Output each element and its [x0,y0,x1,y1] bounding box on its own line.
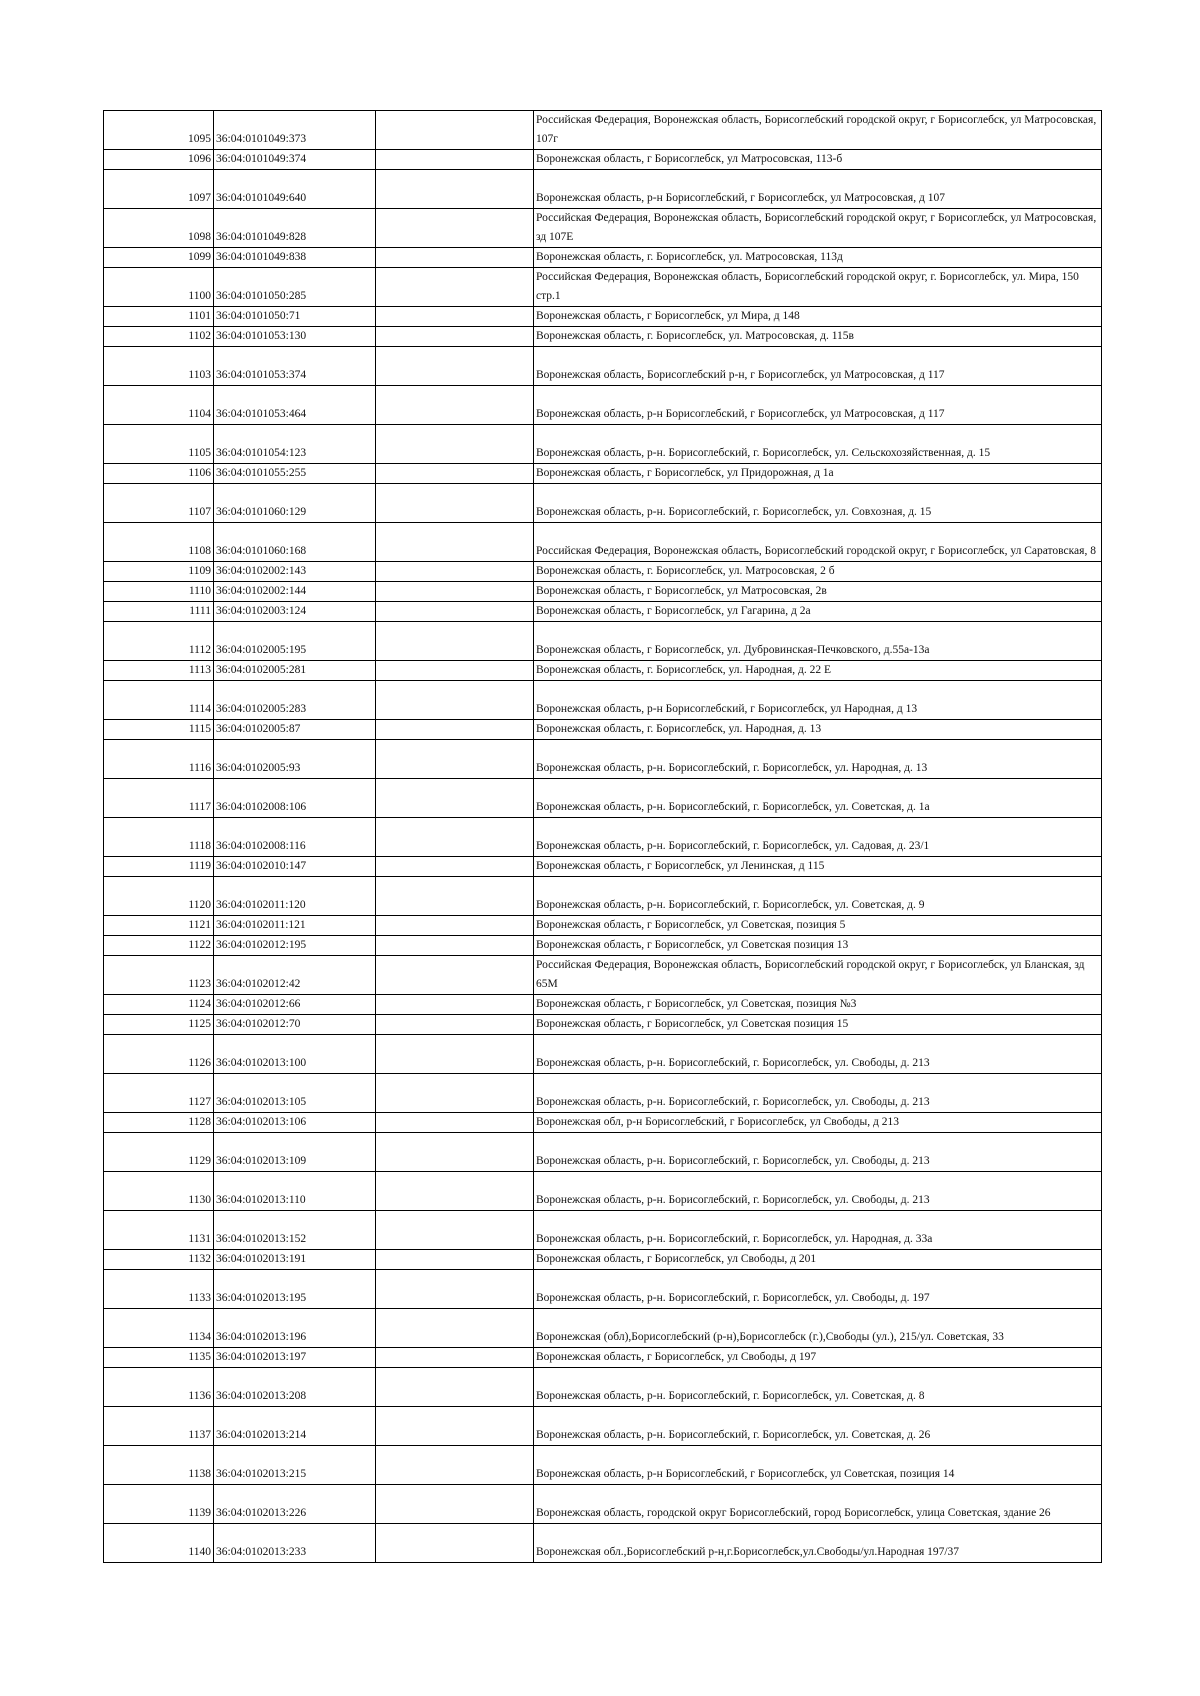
cadastral-number: 36:04:0101049:640 [214,170,376,209]
row-number: 1112 [104,622,214,661]
row-number: 1140 [104,1524,214,1563]
table-row [104,1348,1102,1368]
row-number: 1122 [104,936,214,956]
row-number: 1130 [104,1172,214,1211]
address: Воронежская область, р-н. Борисоглебский, г. Борисоглебск, ул. Садовая, д. 23/1 [534,818,1102,857]
row-number: 1124 [104,995,214,1015]
empty-cell [376,779,534,818]
cadastral-number: 36:04:0101050:285 [214,268,376,307]
empty-cell [376,1211,534,1250]
table-row [104,1250,1102,1270]
cadastral-number: 36:04:0102005:195 [214,622,376,661]
cadastral-number: 36:04:0101050:71 [214,307,376,327]
table-row [104,1015,1102,1035]
cadastral-number: 36:04:0102008:106 [214,779,376,818]
row-number: 1120 [104,877,214,916]
table-row [104,1524,1102,1563]
table-row [104,307,1102,327]
address: Воронежская область, г Борисоглебск, ул Матросовская, 113-б [534,150,1102,170]
row-number: 1101 [104,307,214,327]
address: Воронежская область, г Борисоглебск, ул Свободы, д 201 [534,1250,1102,1270]
table-row [104,956,1102,995]
cadastral-number: 36:04:0101049:374 [214,150,376,170]
empty-cell [376,582,534,602]
row-number: 1129 [104,1133,214,1172]
row-number: 1136 [104,1368,214,1407]
table-row [104,268,1102,307]
address: Российская Федерация, Воронежская область, Борисоглебский городской округ, г Борисоглебск, ул Матросовская, 107г [534,111,1102,150]
table-row [104,1113,1102,1133]
table-body [104,111,1102,1563]
row-number: 1133 [104,1270,214,1309]
empty-cell [376,170,534,209]
table-row [104,602,1102,622]
row-number: 1131 [104,1211,214,1250]
row-number: 1095 [104,111,214,150]
cadastral-number: 36:04:0101060:168 [214,523,376,562]
empty-cell [376,523,534,562]
cadastral-number: 36:04:0101055:255 [214,464,376,484]
address: Воронежская область, городской округ Борисоглебский, город Борисоглебск, улица Советская, здание 26 [534,1485,1102,1524]
table-row [104,209,1102,248]
empty-cell [376,1348,534,1368]
table-row [104,523,1102,562]
row-number: 1119 [104,857,214,877]
address: Воронежская обл.,Борисоглебский р-н,г.Борисоглебск,ул.Свободы/ул.Народная 197/37 [534,1524,1102,1563]
address: Воронежская обл, р-н Борисоглебский, г Борисоглебск, ул Свободы, д 213 [534,1113,1102,1133]
cadastral-number: 36:04:0102005:281 [214,661,376,681]
empty-cell [376,1407,534,1446]
table-row [104,1133,1102,1172]
cadastral-number: 36:04:0102013:208 [214,1368,376,1407]
cadastral-number: 36:04:0101053:464 [214,386,376,425]
address: Воронежская область, г. Борисоглебск, ул. Матросовская, д. 115в [534,327,1102,347]
empty-cell [376,1446,534,1485]
empty-cell [376,1524,534,1563]
row-number: 1113 [104,661,214,681]
table-row [104,740,1102,779]
row-number: 1107 [104,484,214,523]
address: Воронежская область, р-н. Борисоглебский, г. Борисоглебск, ул. Свободы, д. 213 [534,1035,1102,1074]
empty-cell [376,916,534,936]
row-number: 1137 [104,1407,214,1446]
table-row [104,622,1102,661]
cadastral-table [103,110,1102,1563]
cadastral-number: 36:04:0102003:124 [214,602,376,622]
empty-cell [376,1250,534,1270]
table-row [104,1211,1102,1250]
empty-cell [376,425,534,464]
cadastral-number: 36:04:0102011:120 [214,877,376,916]
address: Воронежская (обл),Борисоглебский (р-н),Борисоглебск (г.),Свободы (ул.), 215/ул. Советская, 33 [534,1309,1102,1348]
address: Воронежская область, г Борисоглебск, ул. Дубровинская-Печковского, д.55а-13а [534,622,1102,661]
cadastral-number: 36:04:0102013:215 [214,1446,376,1485]
address: Воронежская область, г Борисоглебск, ул Советская позиция 13 [534,936,1102,956]
address: Воронежская область, р-н Борисоглебский, г Борисоглебск, ул Народная, д 13 [534,681,1102,720]
cadastral-number: 36:04:0102013:195 [214,1270,376,1309]
row-number: 1104 [104,386,214,425]
address: Воронежская область, г Борисоглебск, ул Мира, д 148 [534,307,1102,327]
empty-cell [376,622,534,661]
table-row [104,1309,1102,1348]
empty-cell [376,661,534,681]
cadastral-number: 36:04:0102013:197 [214,1348,376,1368]
cadastral-number: 36:04:0102013:106 [214,1113,376,1133]
empty-cell [376,1368,534,1407]
cadastral-number: 36:04:0102010:147 [214,857,376,877]
table-row [104,170,1102,209]
cadastral-number: 36:04:0102002:144 [214,582,376,602]
row-number: 1123 [104,956,214,995]
table-row [104,347,1102,386]
cadastral-number: 36:04:0102013:109 [214,1133,376,1172]
row-number: 1118 [104,818,214,857]
address: Воронежская область, р-н. Борисоглебский, г. Борисоглебск, ул. Народная, д. 13 [534,740,1102,779]
address: Воронежская область, р-н. Борисоглебский, г. Борисоглебск, ул. Советская, д. 1а [534,779,1102,818]
row-number: 1099 [104,248,214,268]
address: Воронежская область, г Борисоглебск, ул Гагарина, д 2а [534,602,1102,622]
row-number: 1135 [104,1348,214,1368]
row-number: 1128 [104,1113,214,1133]
address: Российская Федерация, Воронежская область, Борисоглебский городской округ, г Борисоглебск, ул Бланская, зд 65М [534,956,1102,995]
empty-cell [376,1035,534,1074]
row-number: 1116 [104,740,214,779]
address: Воронежская область, г. Борисоглебск, ул. Народная, д. 22 Е [534,661,1102,681]
table-row [104,1172,1102,1211]
empty-cell [376,1270,534,1309]
empty-cell [376,1074,534,1113]
address: Воронежская область, р-н. Борисоглебский, г. Борисоглебск, ул. Советская, д. 26 [534,1407,1102,1446]
empty-cell [376,1133,534,1172]
row-number: 1106 [104,464,214,484]
address: Воронежская область, р-н. Борисоглебский, г. Борисоглебск, ул. Свободы, д. 197 [534,1270,1102,1309]
address: Воронежская область, г Борисоглебск, ул Свободы, д 197 [534,1348,1102,1368]
empty-cell [376,1485,534,1524]
cadastral-number: 36:04:0102012:195 [214,936,376,956]
row-number: 1121 [104,916,214,936]
empty-cell [376,1113,534,1133]
row-number: 1127 [104,1074,214,1113]
address: Воронежская область, р-н Борисоглебский, г Борисоглебск, ул Советская, позиция 14 [534,1446,1102,1485]
row-number: 1114 [104,681,214,720]
address: Воронежская область, г. Борисоглебск, ул. Матросовская, 2 б [534,562,1102,582]
table-row [104,1035,1102,1074]
table-row [104,464,1102,484]
empty-cell [376,386,534,425]
table-row [104,327,1102,347]
address: Воронежская область, р-н. Борисоглебский, г. Борисоглебск, ул. Советская, д. 8 [534,1368,1102,1407]
address: Воронежская область, г Борисоглебск, ул Матросовская, 2в [534,582,1102,602]
table-row [104,150,1102,170]
row-number: 1108 [104,523,214,562]
row-number: 1097 [104,170,214,209]
empty-cell [376,347,534,386]
empty-cell [376,857,534,877]
row-number: 1115 [104,720,214,740]
cadastral-number: 36:04:0102005:87 [214,720,376,740]
empty-cell [376,956,534,995]
row-number: 1111 [104,602,214,622]
table-row [104,1485,1102,1524]
cadastral-number: 36:04:0102005:283 [214,681,376,720]
empty-cell [376,307,534,327]
address: Воронежская область, г Борисоглебск, ул Советская позиция 15 [534,1015,1102,1035]
address: Российская Федерация, Воронежская область, Борисоглебский городской округ, г. Борисоглебск, ул. Мира, 150 стр.1 [534,268,1102,307]
table-row [104,582,1102,602]
empty-cell [376,740,534,779]
address: Воронежская область, р-н. Борисоглебский, г. Борисоглебск, ул. Советская, д. 9 [534,877,1102,916]
row-number: 1134 [104,1309,214,1348]
address: Российская Федерация, Воронежская область, Борисоглебский городской округ, г Борисоглебск, ул Саратовская, 8 [534,523,1102,562]
row-number: 1117 [104,779,214,818]
address: Воронежская область, р-н Борисоглебский, г Борисоглебск, ул Матросовская, д 117 [534,386,1102,425]
empty-cell [376,484,534,523]
table-row [104,857,1102,877]
cadastral-number: 36:04:0101054:123 [214,425,376,464]
empty-cell [376,209,534,248]
address: Воронежская область, г Борисоглебск, ул Советская, позиция №3 [534,995,1102,1015]
cadastral-number: 36:04:0101053:130 [214,327,376,347]
cadastral-number: 36:04:0102013:191 [214,1250,376,1270]
empty-cell [376,1309,534,1348]
cadastral-number: 36:04:0102012:66 [214,995,376,1015]
empty-cell [376,327,534,347]
address: Воронежская область, р-н. Борисоглебский, г. Борисоглебск, ул. Свободы, д. 213 [534,1172,1102,1211]
cadastral-number: 36:04:0101060:129 [214,484,376,523]
empty-cell [376,268,534,307]
table-row [104,1446,1102,1485]
row-number: 1098 [104,209,214,248]
table-row [104,1407,1102,1446]
empty-cell [376,464,534,484]
cadastral-number: 36:04:0102013:214 [214,1407,376,1446]
cadastral-number: 36:04:0102008:116 [214,818,376,857]
row-number: 1125 [104,1015,214,1035]
cadastral-number: 36:04:0101053:374 [214,347,376,386]
address: Воронежская область, р-н. Борисоглебский, г. Борисоглебск, ул. Свободы, д. 213 [534,1133,1102,1172]
table-row [104,720,1102,740]
empty-cell [376,602,534,622]
row-number: 1103 [104,347,214,386]
row-number: 1109 [104,562,214,582]
table-row [104,779,1102,818]
table-row [104,916,1102,936]
address: Воронежская область, г Борисоглебск, ул Придорожная, д 1а [534,464,1102,484]
cadastral-number: 36:04:0102011:121 [214,916,376,936]
table-row [104,877,1102,916]
table-row [104,681,1102,720]
row-number: 1126 [104,1035,214,1074]
cadastral-number: 36:04:0101049:838 [214,248,376,268]
table-row [104,425,1102,464]
row-number: 1139 [104,1485,214,1524]
row-number: 1132 [104,1250,214,1270]
row-number: 1110 [104,582,214,602]
table-row [104,1368,1102,1407]
empty-cell [376,562,534,582]
empty-cell [376,150,534,170]
table-row [104,562,1102,582]
address: Воронежская область, р-н. Борисоглебский, г. Борисоглебск, ул. Совхозная, д. 15 [534,484,1102,523]
cadastral-number: 36:04:0102012:70 [214,1015,376,1035]
cadastral-number: 36:04:0102002:143 [214,562,376,582]
address: Воронежская область, г Борисоглебск, ул Ленинская, д 115 [534,857,1102,877]
address: Воронежская область, р-н. Борисоглебский, г. Борисоглебск, ул. Свободы, д. 213 [534,1074,1102,1113]
address: Воронежская область, г. Борисоглебск, ул. Народная, д. 13 [534,720,1102,740]
document-page [103,110,1101,1563]
cadastral-number: 36:04:0102013:233 [214,1524,376,1563]
address: Российская Федерация, Воронежская область, Борисоглебский городской округ, г Борисоглебск, ул Матросовская, зд 107Е [534,209,1102,248]
cadastral-number: 36:04:0101049:828 [214,209,376,248]
table-row [104,111,1102,150]
cadastral-number: 36:04:0102013:196 [214,1309,376,1348]
address: Воронежская область, Борисоглебский р-н, г Борисоглебск, ул Матросовская, д 117 [534,347,1102,386]
cadastral-number: 36:04:0102013:100 [214,1035,376,1074]
empty-cell [376,818,534,857]
empty-cell [376,1015,534,1035]
row-number: 1102 [104,327,214,347]
cadastral-number: 36:04:0102013:110 [214,1172,376,1211]
cadastral-number: 36:04:0101049:373 [214,111,376,150]
empty-cell [376,936,534,956]
address: Воронежская область, р-н Борисоглебский, г Борисоглебск, ул Матросовская, д 107 [534,170,1102,209]
table-row [104,995,1102,1015]
table-row [104,1270,1102,1309]
empty-cell [376,111,534,150]
cadastral-number: 36:04:0102012:42 [214,956,376,995]
table-row [104,1074,1102,1113]
empty-cell [376,248,534,268]
table-row [104,484,1102,523]
cadastral-number: 36:04:0102013:105 [214,1074,376,1113]
table-row [104,386,1102,425]
empty-cell [376,720,534,740]
table-row [104,936,1102,956]
empty-cell [376,1172,534,1211]
cadastral-number: 36:04:0102013:226 [214,1485,376,1524]
empty-cell [376,681,534,720]
address: Воронежская область, г. Борисоглебск, ул. Матросовская, 113д [534,248,1102,268]
table-row [104,818,1102,857]
table-row [104,661,1102,681]
row-number: 1100 [104,268,214,307]
address: Воронежская область, р-н. Борисоглебский, г. Борисоглебск, ул. Народная, д. 33а [534,1211,1102,1250]
row-number: 1138 [104,1446,214,1485]
row-number: 1105 [104,425,214,464]
empty-cell [376,877,534,916]
address: Воронежская область, р-н. Борисоглебский, г. Борисоглебск, ул. Сельскохозяйственная, д. 15 [534,425,1102,464]
address: Воронежская область, г Борисоглебск, ул Советская, позиция 5 [534,916,1102,936]
empty-cell [376,995,534,1015]
cadastral-number: 36:04:0102005:93 [214,740,376,779]
row-number: 1096 [104,150,214,170]
table-row [104,248,1102,268]
cadastral-number: 36:04:0102013:152 [214,1211,376,1250]
